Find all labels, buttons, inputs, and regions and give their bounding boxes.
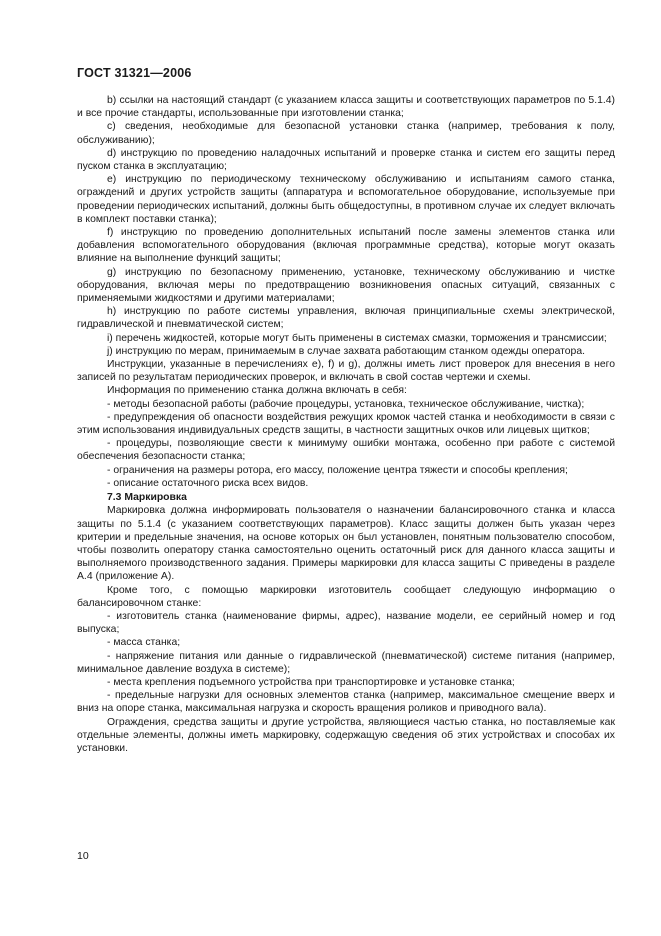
dash-item-mass: - масса станка;: [107, 637, 181, 649]
dash-item-power: - напряжение питания или данные о гидравлической (пневматической) системе питания (например, минимальное давление воздуха в системе);: [77, 650, 615, 675]
list-item-e: e) инструкцию по периодическому техническому обслуживанию и испытаниям самого станка, ограждений и других устройств защиты (аппаратура и вспомогательное оборудование, используемые при проведении периодических испытаний, должны быть общедоступны, в противном случае их следует включать в комплект поставки станка);: [77, 174, 615, 225]
section-heading: 7.3 Маркировка: [107, 492, 187, 504]
dash-item-rotor-limits: - ограничения на размеры ротора, его массу, положение центра тяжести и способы крепления;: [107, 464, 568, 476]
dash-item-lifting-points: - места крепления подъемного устройства при транспортировке и установке станка;: [107, 676, 515, 688]
list-item-j: j) инструкцию по мерам, принимаемым в случае захвата работающим станком одежды оператора.: [107, 345, 585, 357]
list-item-b: b) ссылки на настоящий стандарт (с указанием класса защиты и соответствующих параметров по 5.1.4) и все прочие стандарты, использованные при изготовлении станка;: [77, 95, 615, 120]
dash-item-warnings: - предупреждения об опасности воздействия режущих кромок частей станка и необходимости в связи с этим использования индивидуальных средств защиты, в частности защитных очков или лицевых щитков;: [77, 411, 615, 437]
dash-item-load-limits: - предельные нагрузки для основных элементов станка (например, максимальное смещение вверх и вниз на опоре станка, максимальная нагрузка и скорость вращения роликов и приводного вала).: [77, 690, 615, 715]
page-number: 10: [77, 850, 89, 862]
list-item-h: h) инструкцию по работе системы управления, включая принципиальные схемы электрической, гидравлической и пневматической систем;: [77, 306, 615, 331]
paragraph-marking-purpose: Маркировка должна информировать пользователя о назначении балансировочного станка и класса защиты по 5.1.4 (с указанием соответствующих параметров). Класс защиты должен быть указан через критерии и предельные значения, на основе которых он был установлен, понятным пользователю способом, чтобы позволить оператору станка самостоятельно оценить остаточный риск для данного класса защиты и выполняемого производственного задания. Примеры маркировки для класса защиты С приведены в разделе А.4 (приложение А).: [77, 505, 615, 583]
dash-item-manufacturer: - изготовитель станка (наименование фирмы, адрес), название модели, ее серийный номер и год выпуска;: [77, 610, 615, 636]
dash-item-procedures: - процедуры, позволяющие свести к минимуму ошибки монтажа, особенно при работе с системой обеспечения безопасности станка;: [77, 438, 615, 463]
list-item-c: c) сведения, необходимые для безопасной установки станка (например, требования к полу, обслуживанию);: [77, 121, 615, 146]
paragraph-usage-info: Информация по применению станка должна включать в себя:: [107, 385, 407, 397]
document-body: [77, 94, 615, 755]
paragraph-marking-info: Кроме того, с помощью маркировки изготовитель сообщает следующую информацию о балансировочном станке:: [77, 584, 615, 609]
dash-item-safe-methods: - методы безопасной работы (рабочие процедуры, установка, техническое обслуживание, чистка);: [107, 398, 585, 410]
list-item-i: i) перечень жидкостей, которые могут быть применены в системах смазки, торможения и трансмиссии;: [107, 332, 607, 344]
paragraph-guards-marking: Ограждения, средства защиты и другие устройства, являющиеся частью станка, но поставляемые как отдельные элементы, должны иметь маркировку, содержащую сведения об этих устройствах и способах их установки.: [77, 716, 615, 754]
list-item-f: f) инструкцию по проведению дополнительных испытаний после замены элементов станка или добавления вспомогательного оборудования (включая программные средства), которые могут оказать влияние на выполнение функций защиты;: [77, 227, 615, 265]
paragraph-instructions-note: Инструкции, указанные в перечислениях e), f) и g), должны иметь лист проверок для внесения в него записей по результатам периодических проверок, и включать в свой состав чертежи и схемы.: [77, 359, 615, 384]
dash-item-residual-risk: - описание остаточного риска всех видов.: [107, 477, 309, 489]
list-item-d: d) инструкцию по проведению наладочных испытаний и проверке станка и систем его защиты перед пуском станка в эксплуатацию;: [77, 147, 615, 173]
document-header: ГОСТ 31321—2006: [77, 66, 192, 80]
list-item-g: g) инструкцию по безопасному применению, установке, техническому обслуживанию и чистке оборудования, включая меры по предотвращению возникновения опасных ситуаций, связанных с применяемыми жидкостями и другими материалами;: [77, 266, 615, 305]
